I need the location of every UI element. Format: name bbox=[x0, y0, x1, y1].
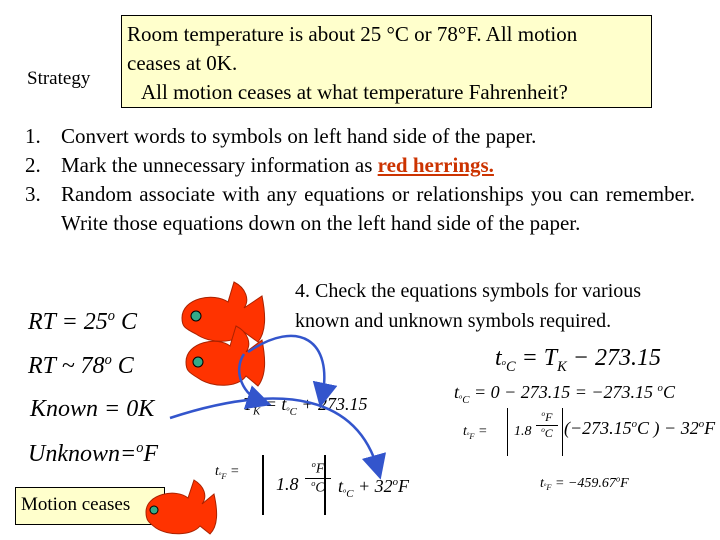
step-2: 2. Mark the unnecessary information as red herrings. bbox=[25, 153, 494, 177]
room-temp-celsius: RT = $25^o$ C bbox=[28, 308, 137, 335]
equation-celsius-calc: $t_{^oC} = 0 - 273.15 = -273.15$ $^o$C bbox=[454, 382, 675, 406]
arrow-to-fahrenheit bbox=[170, 399, 378, 470]
equation-fahrenheit-result: $t_{^oF} = -459.67^oF$ bbox=[540, 474, 629, 493]
step-4: 4. Check the equations symbols for various known and unknown symbols required. bbox=[295, 280, 642, 332]
red-herrings-highlight: red herrings. bbox=[377, 153, 494, 177]
equation-fahrenheit: $t_{^oF}$ = bbox=[215, 464, 240, 481]
equation-fahrenheit-sub: $t_{^oF}$ = bbox=[463, 424, 488, 441]
problem-line-2: ceases at 0K. bbox=[127, 51, 238, 75]
strategy-label: Strategy bbox=[27, 68, 91, 89]
unknown-value: Unknown=$^o$F bbox=[28, 440, 159, 467]
problem-question: All motion ceases at what temperature Fahrenheit? bbox=[141, 80, 568, 104]
problem-line-1: Room temperature is about 25 °C or 78°F. All motion bbox=[127, 22, 578, 46]
red-herring-fish-icon bbox=[182, 282, 265, 342]
step-3: 3. Random associate with any equations or relationships you can remember. Write those equations down on the left hand side of the paper. bbox=[25, 182, 695, 235]
red-herring-fish-icon bbox=[146, 480, 217, 534]
step-1: 1. Convert words to symbols on left hand side of the paper. bbox=[25, 124, 537, 148]
motion-ceases-label: Motion ceases bbox=[15, 487, 165, 525]
equation-celsius-rearranged: $t_{^oC} = T_K - 273.15$ bbox=[495, 345, 661, 375]
known-value: Known = 0K bbox=[30, 396, 155, 422]
equation-kelvin: $T_K = t_{^oC} + 273.15$ bbox=[243, 394, 368, 418]
room-temp-fahrenheit-herring: RT ~ 78$^o$ C bbox=[28, 352, 134, 379]
